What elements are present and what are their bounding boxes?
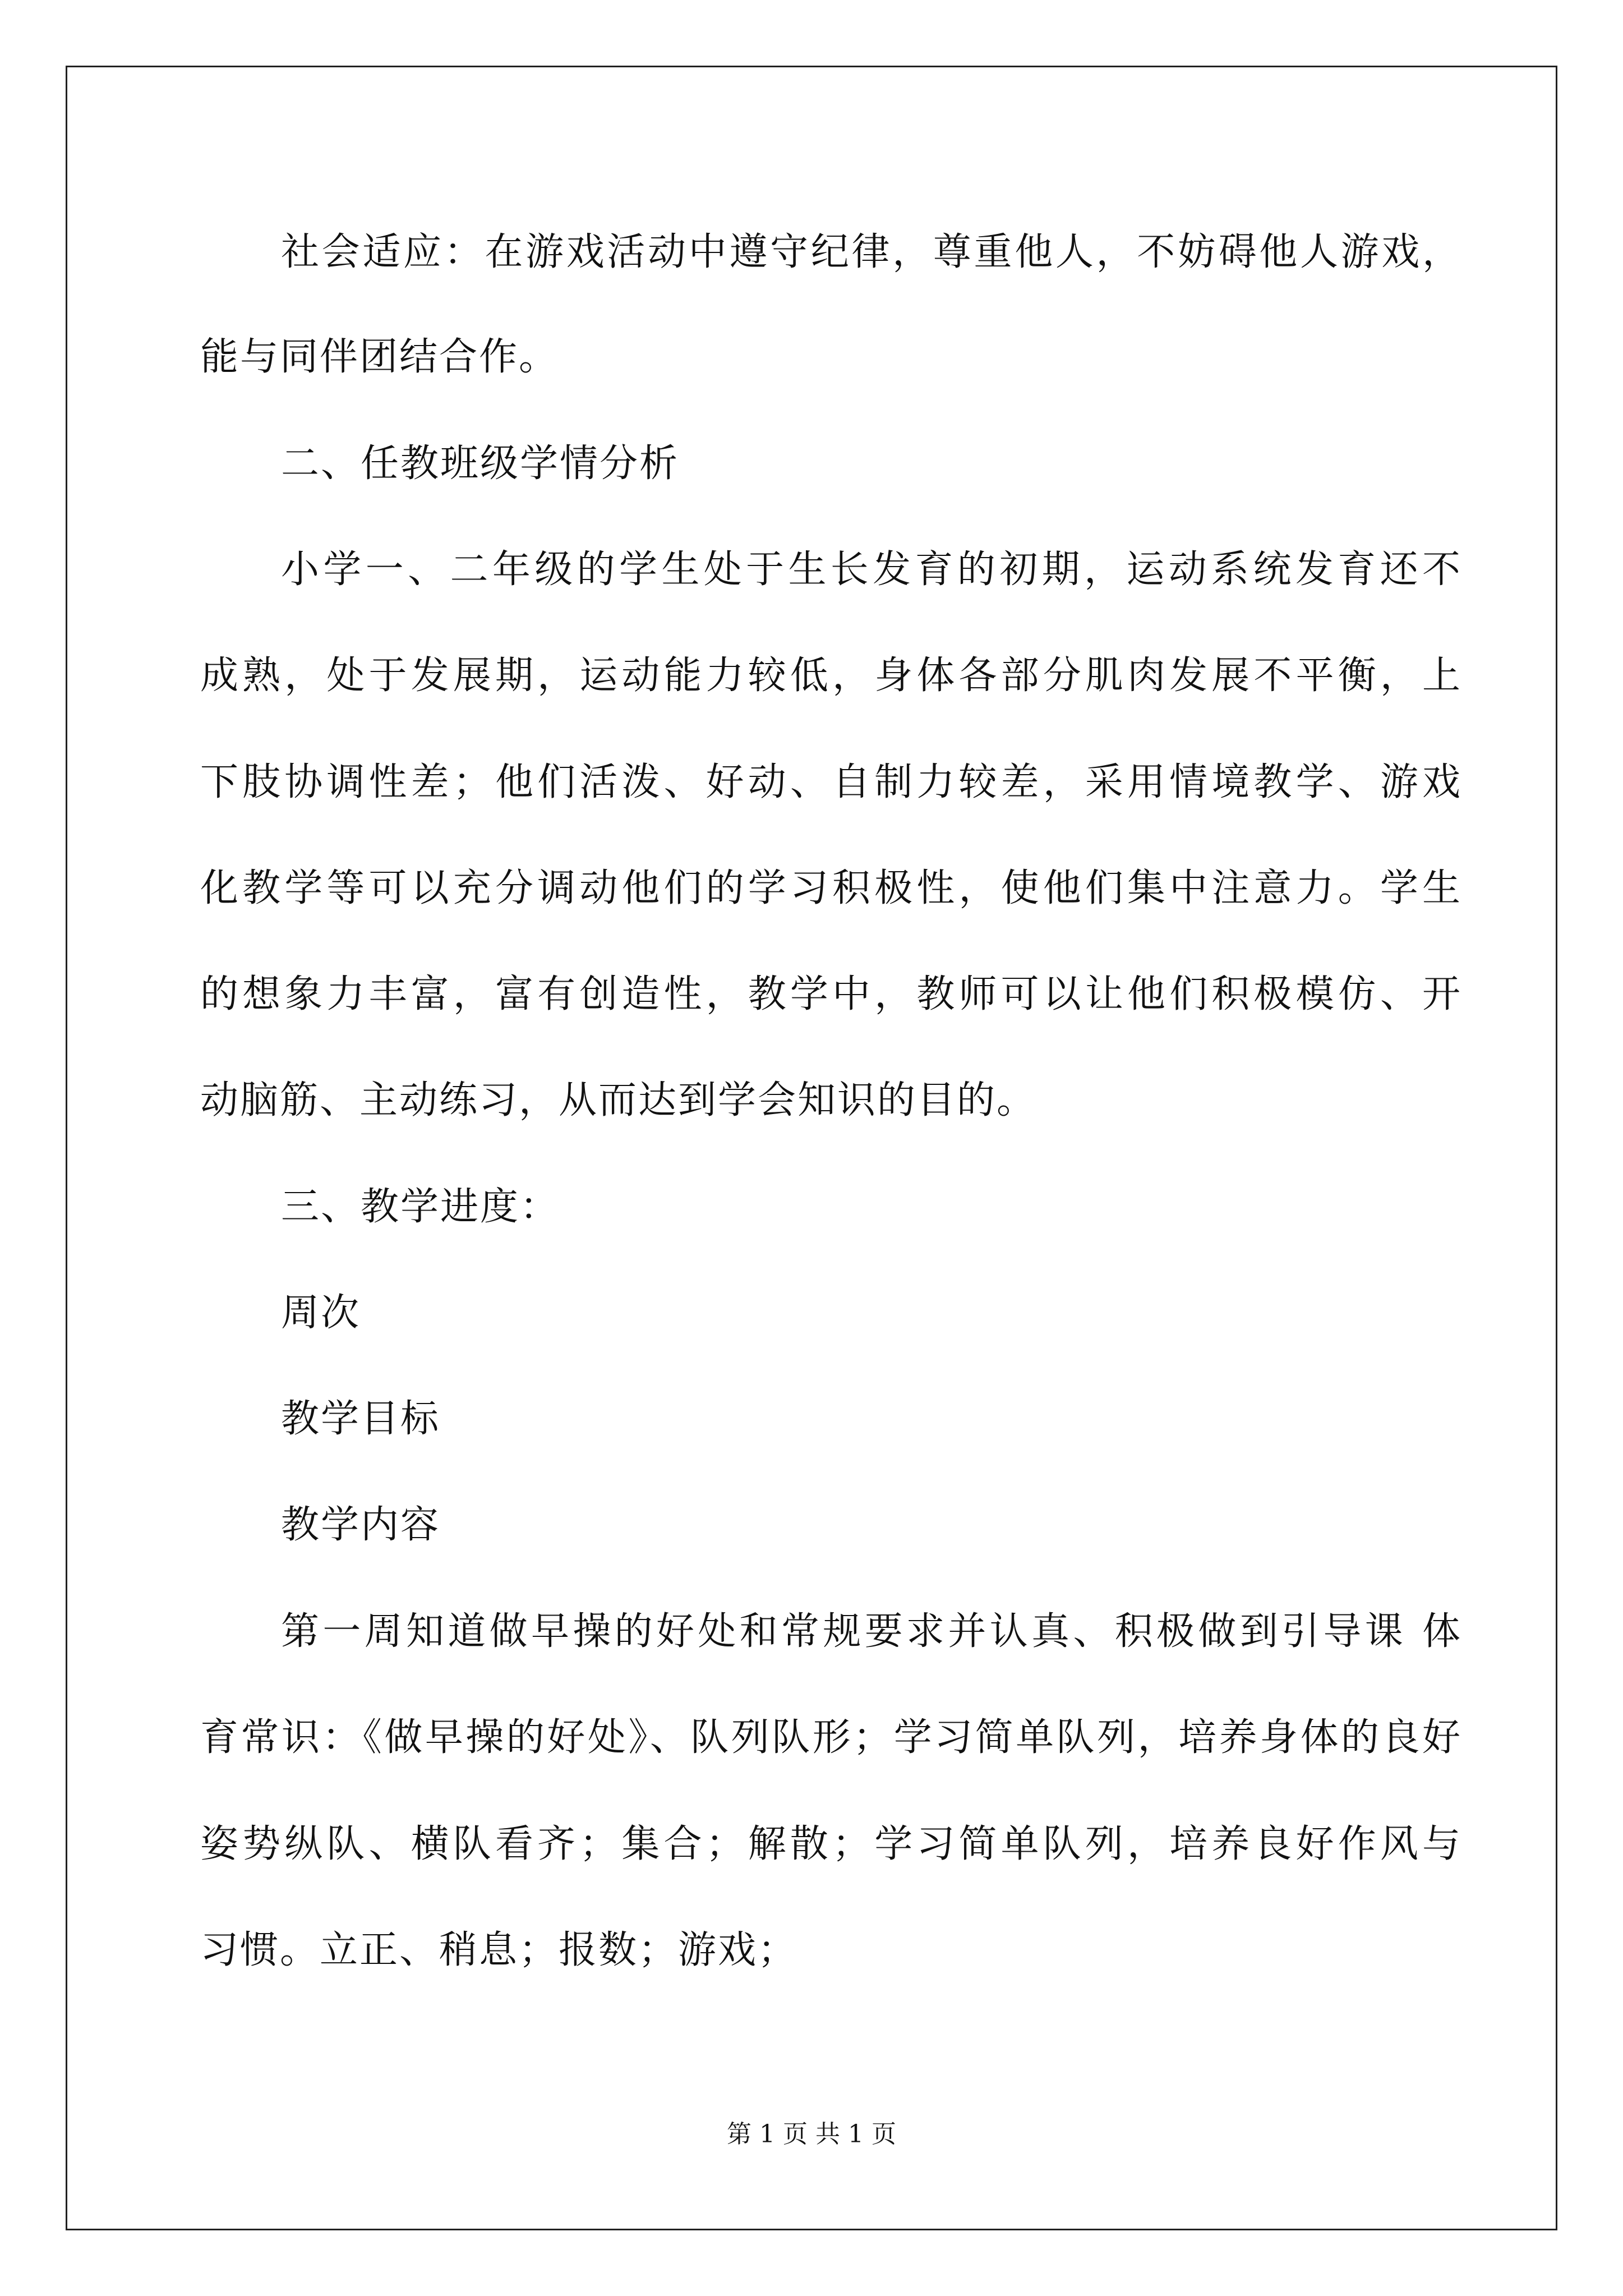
paragraph-line: 成熟，处于发展期，运动能力较低，身体各部分肌肉发展不平衡，上 <box>200 654 1462 698</box>
paragraph-line: 育常识：《做早操的好处》、队列队形；学习简单队列，培养身体的良好 <box>200 1715 1462 1760</box>
table-label: 周次 <box>281 1291 361 1335</box>
paragraph-line: 习惯。立正、稍息；报数；游戏； <box>200 1928 798 1972</box>
paragraph-line: 动脑筋、主动练习，从而达到学会知识的目的。 <box>200 1078 1037 1122</box>
paragraph-line: 社会适应：在游戏活动中遵守纪律，尊重他人，不妨碍他人游戏， <box>281 230 1462 274</box>
paragraph-line: 姿势纵队、横队看齐；集合；解散；学习简单队列，培养良好作风与 <box>200 1822 1462 1866</box>
page-border <box>66 66 1557 2230</box>
paragraph-line: 的想象力丰富，富有创造性，教学中，教师可以让他们积极模仿、开 <box>200 972 1462 1016</box>
paragraph-line: 化教学等可以充分调动他们的学习积极性，使他们集中注意力。学生 <box>200 866 1462 910</box>
paragraph-line: 小学一、二年级的学生处于生长发育的初期，运动系统发育还不 <box>281 547 1462 592</box>
page-number-footer: 第 1 页 共 1 页 <box>727 2120 896 2148</box>
section-heading: 三、教学进度： <box>281 1185 560 1229</box>
section-heading: 二、任教班级学情分析 <box>281 441 680 486</box>
paragraph-line: 下肢协调性差；他们活泼、好动、自制力较差，采用情境教学、游戏 <box>200 760 1462 804</box>
paragraph-line: 第一周知道做早操的好处和常规要求并认真、积极做到引导课 体 <box>281 1609 1462 1654</box>
paragraph-line: 能与同伴团结合作。 <box>200 335 559 379</box>
table-label: 教学目标 <box>281 1397 441 1441</box>
table-label: 教学内容 <box>281 1503 441 1547</box>
